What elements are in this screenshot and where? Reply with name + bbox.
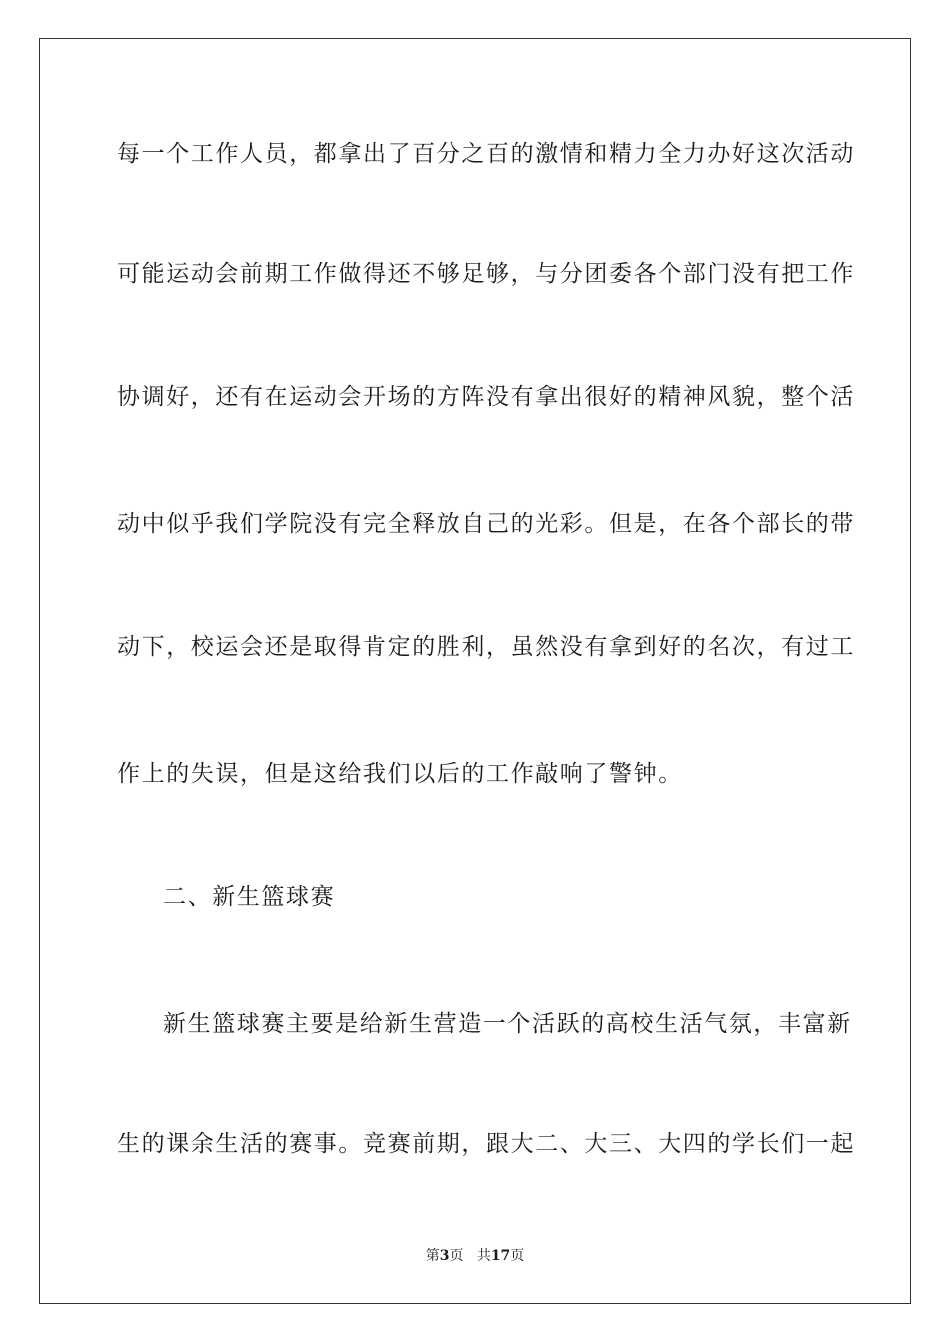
body-line-7: 新生篮球赛主要是给新生营造一个活跃的高校生活气氛，丰富新 — [163, 1011, 852, 1037]
total-prefix: 共 — [476, 1248, 491, 1264]
body-line-2: 可能运动会前期工作做得还不够足够，与分团委各个部门没有把工作 — [117, 261, 855, 287]
body-line-8: 生的课余生活的赛事。竞赛前期，跟大二、大三、大四的学长们一起 — [117, 1131, 855, 1157]
page-prefix: 第 — [425, 1248, 440, 1264]
page-frame — [39, 38, 911, 1304]
body-line-4: 动中似乎我们学院没有完全释放自己的光彩。但是，在各个部长的带 — [117, 511, 855, 537]
page-footer — [0, 1247, 950, 1265]
section-heading: 二、新生篮球赛 — [163, 884, 336, 910]
total-suffix: 页 — [510, 1248, 525, 1264]
total-pages: 17 — [490, 1248, 511, 1264]
body-line-1: 每一个工作人员，都拿出了百分之百的激情和精力全力办好这次活动 — [117, 141, 855, 167]
page-suffix: 页 — [449, 1248, 464, 1264]
body-line-5: 动下，校运会还是取得肯定的胜利，虽然没有拿到好的名次，有过工 — [117, 634, 855, 660]
body-line-3: 协调好，还有在运动会开场的方阵没有拿出很好的精神风貌，整个活 — [117, 384, 855, 410]
page-number: 3 — [439, 1248, 450, 1264]
body-line-6: 作上的失误，但是这给我们以后的工作敲响了警钟。 — [117, 761, 683, 787]
